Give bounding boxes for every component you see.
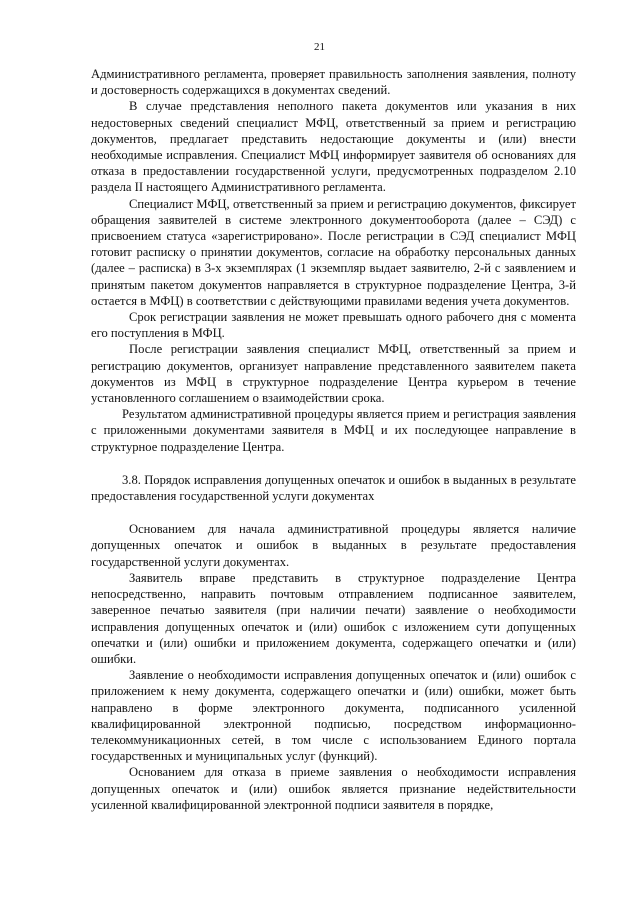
- paragraph-refusal-basis: Основанием для отказа в приеме заявления о необходимости исправления допущенных опечаток и (или) ошибок является признание недействительности усиленной квалифицированной электронной подписи заявителя в порядке,: [91, 765, 576, 812]
- paragraph-continuation: Административного регламента, проверяет правильность заполнения заявления, полноту и достоверность содержащихся в документах сведений.: [91, 67, 576, 98]
- spacer: [91, 455, 576, 472]
- paragraph-registration-deadline: Срок регистрации заявления не может превышать одного рабочего дня с момента его поступления в МФЦ.: [91, 310, 576, 341]
- document-body: [91, 66, 576, 813]
- paragraph-procedure-basis: Основанием для начала административной процедуры является наличие допущенных опечаток и ошибок в выданных в результате предоставления государственной услуги документах.: [91, 522, 576, 569]
- paragraph-registration-sed: Специалист МФЦ, ответственный за прием и регистрацию документов, фиксирует обращения заявителей в системе электронного документооборота (далее – СЭД) с присвоением статуса «зарегистрировано». После регистрации в СЭД специалист МФЦ готовит расписку о принятии документов, согласие на обработку персональных данных (далее – расписка) в 3-х экземплярах (1 экземпляр выдает заявителю, 2-й с заявлением и принятым пакетом документов направляется в структурное подразделение Центра, 3-й остается в МФЦ) в соответствии с действующими правилами ведения учета документов.: [91, 196, 576, 308]
- paragraph-courier-transfer: После регистрации заявления специалист МФЦ, ответственный за прием и регистрацию документов, организует направление представленного заявителем пакета документов из МФЦ в структурное подразделение Центра курьером в течение установленного соглашением о взаимодействии срока.: [91, 342, 576, 406]
- paragraph-procedure-result: Результатом административной процедуры является прием и регистрация заявления с приложенными документами заявителя в МФЦ и их последующее направление в структурное подразделение Центра.: [91, 407, 576, 454]
- paragraph-electronic-submission: Заявление о необходимости исправления допущенных опечаток и (или) ошибок с приложением к нему документа, содержащего опечатки и (или) ошибки, может быть направлено в форме электронного документа, подписанного усиленной квалифицированной электронной подписью, посредством информационно-телекоммуникационных сетей, в том числе с использованием Единого портала государственных и муниципальных услуг (функций).: [91, 668, 576, 764]
- spacer: [91, 504, 576, 521]
- paragraph-incomplete-package: В случае представления неполного пакета документов или указания в них недостоверных сведений специалист МФЦ, ответственный за прием и регистрацию документов, предлагает представить недостающие документы и (или) внести необходимые исправления. Специалист МФЦ информирует заявителя об основаниях для отказа в предоставлении государственной услуги, предусмотренных подразделом 2.10 раздела II настоящего Административного регламента.: [91, 99, 576, 195]
- paragraph-applicant-right: Заявитель вправе представить в структурное подразделение Центра непосредственно, направить почтовым отправлением подписанное заявителем, заверенное печатью заявителя (при наличии печати) заявление о необходимости исправления допущенных опечаток и (или) ошибок с изложением сути допущенных опечатки и (или) ошибки и приложением документа, содержащего опечатки и (или) ошибки.: [91, 570, 576, 666]
- page-number: 21: [314, 41, 325, 53]
- section-heading-3-8: 3.8. Порядок исправления допущенных опечаток и ошибок в выданных в результате предоставления государственной услуги документах: [91, 472, 576, 504]
